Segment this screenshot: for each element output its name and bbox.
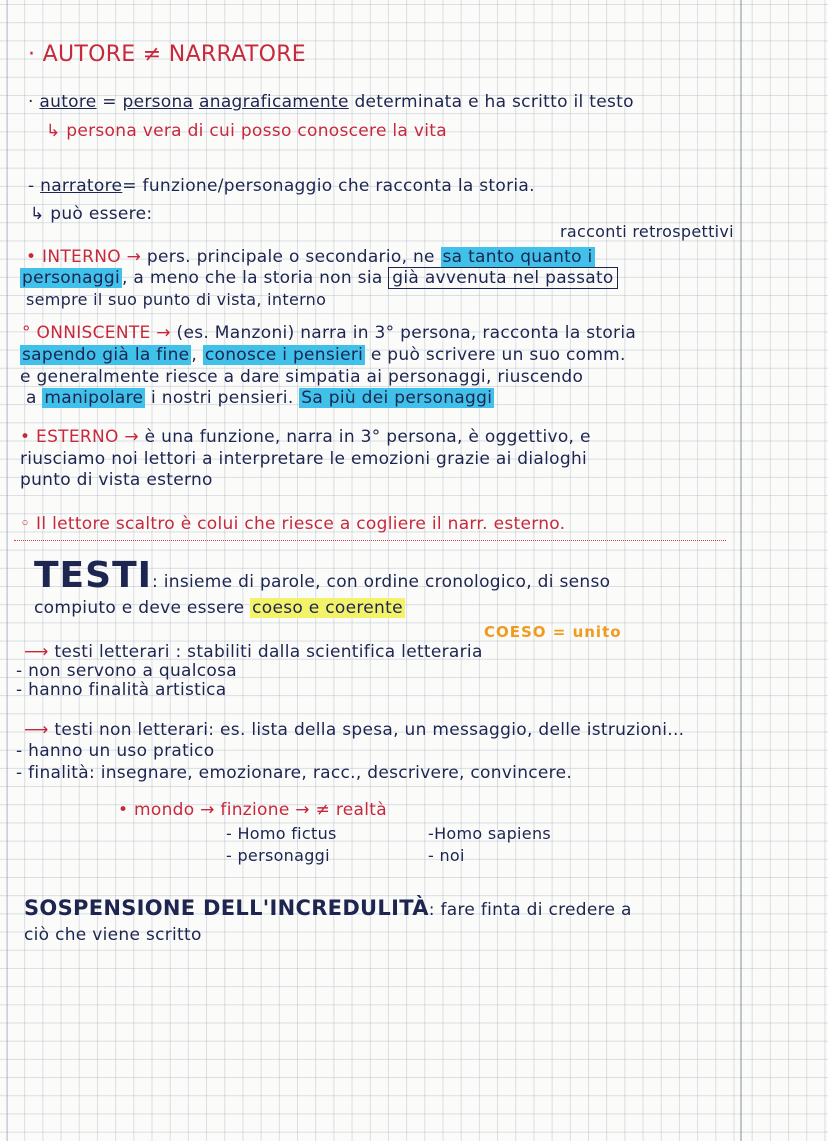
sospensione-heading: SOSPENSIONE DELL'INCREDULITÀ (24, 896, 429, 920)
arrow-icon: → (194, 800, 221, 820)
testi-def2: compiuto e deve essere coeso e coerente (34, 598, 403, 618)
autore-term: autore (39, 92, 97, 112)
testi-heading-line: TESTI: insieme di parole, con ordine cronologico, di senso (34, 555, 611, 596)
interno-label: INTERNO (42, 247, 121, 267)
interno-line3: sempre il suo punto di vista, interno (26, 290, 327, 309)
dotted-separator (14, 540, 726, 541)
margin-line (740, 0, 742, 1141)
narratore-sub: ↳ può essere: (30, 204, 153, 224)
onnisciente-label: ONNISCENTE (36, 323, 151, 343)
finzione-1: - Homo fictus (226, 824, 337, 843)
arrow-icon: ⟶ (24, 642, 55, 662)
title: · AUTORE ≠ NARRATORE (28, 42, 306, 67)
esterno-line2: riusciamo noi lettori a interpretare le emozioni grazie ai dialoghi (20, 449, 588, 469)
arrow-icon: ⟶ (24, 720, 55, 740)
onnisciente-line2: sapendo già la fine , conosce i pensieri e può scrivere un suo comm. (22, 345, 626, 365)
esterno-line1: • ESTERNO → è una funzione, narra in 3° persona, è oggettivo, e (20, 427, 591, 447)
autore-line: · autore = persona anagraficamente determinata e ha scritto il testo (28, 92, 634, 112)
onnisciente-line1: ° ONNISCENTE → (es. Manzoni) narra in 3° persona, racconta la storia (22, 323, 637, 343)
sospensione-line: SOSPENSIONE DELL'INCREDULITÀ: fare finta di credere a (24, 896, 632, 920)
arrow-icon: → (289, 800, 316, 820)
sospensione-def2: ciò che viene scritto (24, 925, 202, 945)
arrow-icon: → (150, 323, 177, 343)
testi-non-letterari-head: ⟶ testi non letterari: es. lista della spesa, un messaggio, delle istruzioni... (24, 720, 685, 740)
mondo-label: mondo (134, 800, 195, 820)
testi-heading: TESTI (34, 555, 153, 596)
realta-2: - noi (428, 846, 465, 865)
testi-letterari-2: - hanno finalità artistica (16, 680, 227, 700)
finzione-2: - personaggi (226, 846, 330, 865)
interno-line1: • INTERNO → pers. principale o secondario, ne sa tanto quanto i (26, 247, 593, 267)
realta-1: -Homo sapiens (428, 824, 552, 843)
autore-sub: ↳ persona vera di cui posso conoscere la vita (46, 121, 447, 141)
narratore-term: narratore (40, 176, 123, 196)
onnisciente-line4: a manipolare i nostri pensieri. Sa più dei personaggi (26, 388, 493, 408)
testi-non-letterari-2: - finalità: insegnare, emozionare, racc., descrivere, convincere. (16, 763, 573, 783)
esterno-line3: punto di vista esterno (20, 470, 213, 490)
interno-line2: personaggi , a meno che la storia non sia già avvenuta nel passato (20, 268, 618, 288)
testi-letterari-1: - non servono a qualcosa (16, 661, 237, 681)
bullet: · (28, 42, 43, 67)
arrow-icon: → (118, 427, 145, 447)
narratore-line: - narratore= funzione/personaggio che racconta la storia. (28, 176, 535, 196)
arrow-icon: ↳ (46, 121, 67, 141)
page-edge (7, 0, 8, 1141)
onnisciente-line3: e generalmente riesce a dare simpatia ai personaggi, riuscendo (20, 367, 584, 387)
testi-non-letterari-1: - hanno un uso pratico (16, 741, 215, 761)
retrospettivi-note: racconti retrospettivi (560, 222, 734, 241)
coeso-note: COESO = unito (484, 623, 622, 641)
arrow-icon: → (120, 247, 147, 267)
mondo-line: • mondo → finzione → ≠ realtà (118, 800, 387, 820)
testi-letterari-head: ⟶ testi letterari : stabiliti dalla scientifica letteraria (24, 642, 483, 662)
lettore-line: ◦ Il lettore scaltro è colui che riesce a cogliere il narr. esterno. (20, 514, 566, 534)
esterno-label: ESTERNO (36, 427, 119, 447)
bullet-icon: ◦ (20, 514, 37, 534)
arrow-icon: ↳ (30, 204, 51, 224)
